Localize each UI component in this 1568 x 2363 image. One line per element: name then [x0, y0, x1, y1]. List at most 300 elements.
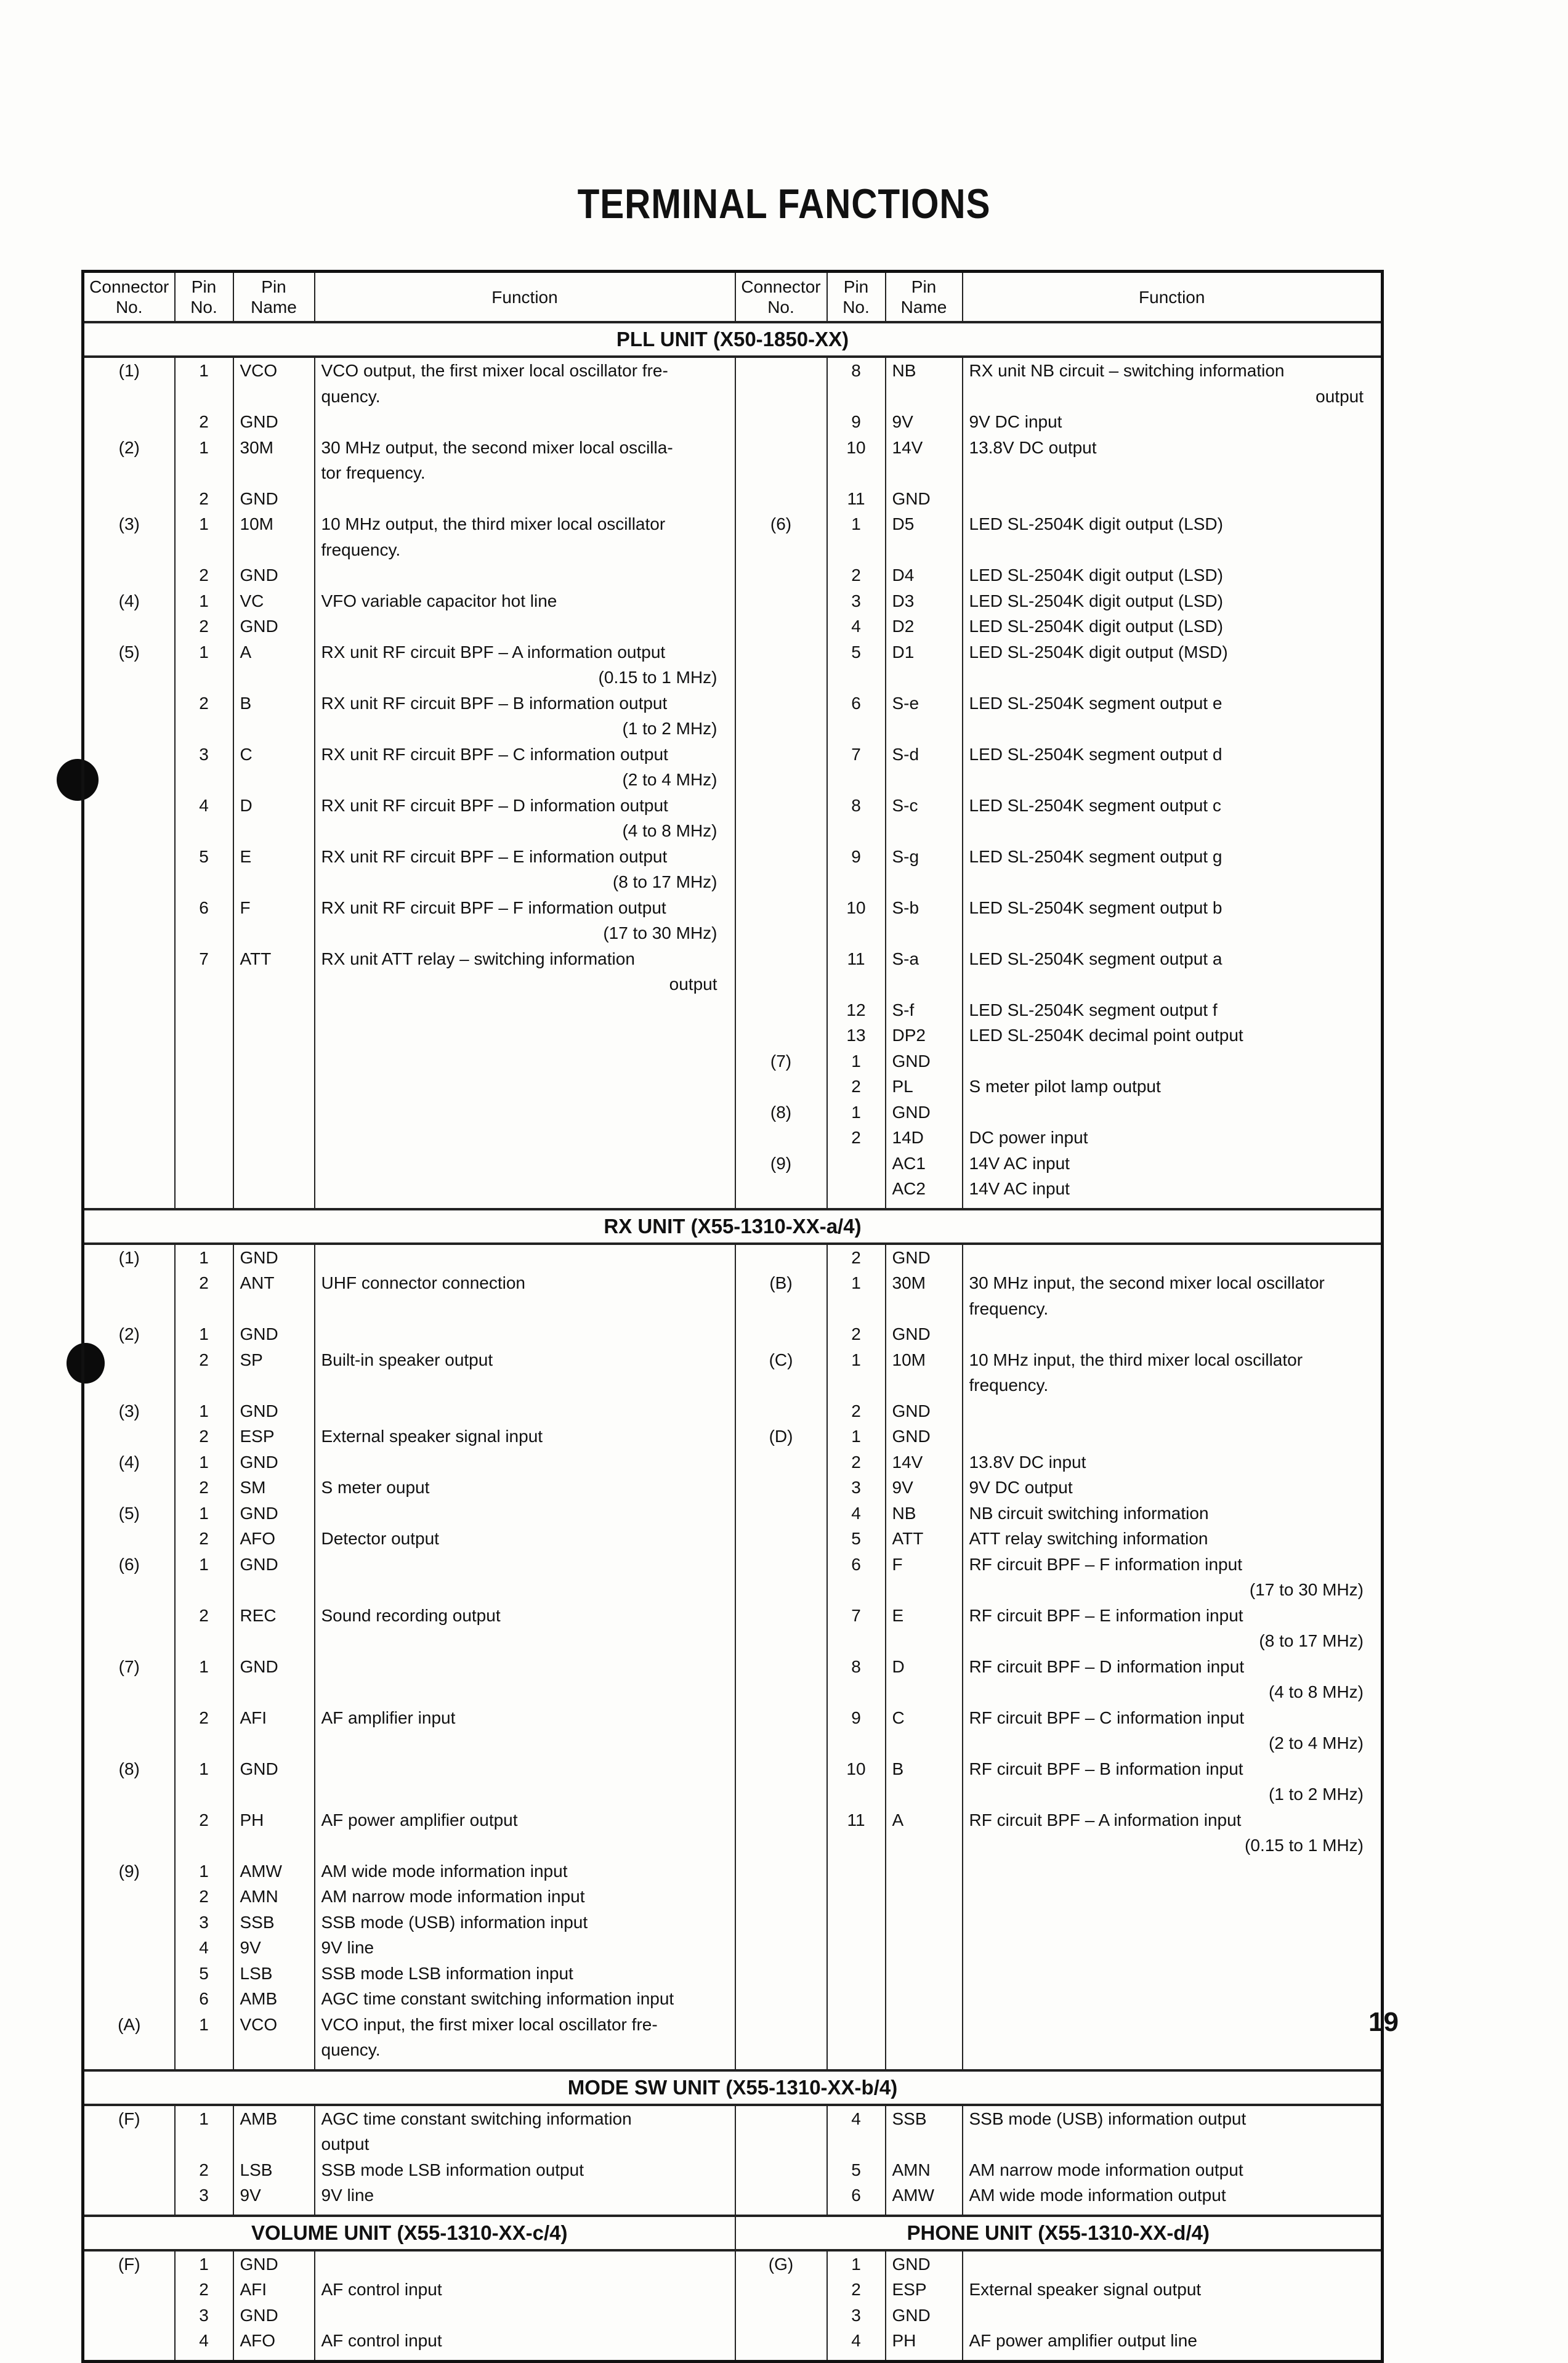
- pin-function: [315, 1501, 735, 1526]
- function-text: AGC time constant switching information: [321, 2109, 632, 2128]
- pin-name: GND: [233, 2250, 315, 2277]
- table-row: [83, 997, 1383, 1023]
- pin-no: 2: [175, 1475, 233, 1501]
- connector-no: [735, 639, 827, 691]
- pin-name: B: [886, 1756, 963, 1807]
- pin-function: [963, 1151, 1383, 1177]
- pin-name: ANT: [233, 1270, 315, 1321]
- pin-function: [963, 1603, 1383, 1654]
- table-row: [83, 946, 1383, 997]
- empty-cell: [963, 2208, 1383, 2216]
- pin-no: 10: [827, 1756, 886, 1807]
- function-text-cont: quency.: [321, 2040, 381, 2059]
- pin-function: [963, 2303, 1383, 2329]
- function-text: RX unit RF circuit BPF – B information output: [321, 693, 668, 713]
- empty-cell: [886, 1935, 963, 1961]
- empty-cell: [233, 2063, 315, 2070]
- connector-no: (9): [83, 1858, 175, 1884]
- pin-no: [827, 1176, 886, 1202]
- pin-function: [963, 1654, 1383, 1705]
- pin-function: [963, 946, 1383, 997]
- pin-name: SP: [233, 1347, 315, 1398]
- pin-no: 1: [175, 639, 233, 691]
- pin-function: [963, 844, 1383, 895]
- connector-no: [83, 1347, 175, 1398]
- connector-no: [735, 997, 827, 1023]
- empty-cell: [827, 2063, 886, 2070]
- function-text: 9V line: [321, 1938, 374, 1957]
- function-text: LED SL-2504K segment output d: [969, 744, 1222, 764]
- empty-cell: [827, 1986, 886, 2012]
- pin-name: AC1: [886, 1151, 963, 1177]
- connector-no: [735, 562, 827, 588]
- pin-name: A: [233, 639, 315, 691]
- pin-no: 3: [827, 1475, 886, 1501]
- pin-name: D3: [886, 588, 963, 614]
- table-row: [83, 1526, 1383, 1552]
- empty-cell: [735, 2354, 827, 2362]
- pin-function: [315, 946, 735, 997]
- pin-no: 2: [175, 486, 233, 512]
- table-row: [83, 1125, 1383, 1151]
- pin-function: [963, 997, 1383, 1023]
- table-row: [83, 588, 1383, 614]
- pin-name: GND: [233, 2303, 315, 2329]
- pin-function: [963, 1074, 1383, 1100]
- connector-no: (F): [83, 2105, 175, 2157]
- function-range: (17 to 30 MHz): [603, 923, 717, 942]
- pin-function: [963, 1398, 1383, 1424]
- pin-no: 4: [175, 1935, 233, 1961]
- pin-name: GND: [233, 1244, 315, 1271]
- pin-function: [963, 2105, 1383, 2157]
- empty-cell: [827, 2012, 886, 2063]
- pin-function: [963, 1501, 1383, 1526]
- function-text: RX unit RF circuit BPF – C information output: [321, 744, 668, 764]
- empty-cell: [886, 1910, 963, 1935]
- empty-cell: [827, 1910, 886, 1935]
- pin-no: 2: [175, 1526, 233, 1552]
- pin-function: [963, 639, 1383, 691]
- pin-function: [315, 614, 735, 639]
- pin-name: S-c: [886, 793, 963, 844]
- table-row: [83, 2183, 1383, 2208]
- pin-no: 1: [175, 2250, 233, 2277]
- function-text: AF control input: [321, 2331, 442, 2350]
- header-pin-no: Pin No.: [827, 272, 886, 323]
- header-connector: Connector No.: [83, 272, 175, 323]
- pin-function: [963, 1475, 1383, 1501]
- pin-name: DP2: [886, 1023, 963, 1048]
- pin-name: ESP: [886, 2277, 963, 2303]
- pin-no: 1: [175, 1398, 233, 1424]
- function-text-cont: frequency.: [969, 1376, 1049, 1395]
- connector-no: [735, 357, 827, 409]
- empty-cell: [315, 1176, 735, 1202]
- connector-no: [83, 2303, 175, 2329]
- connector-no: (4): [83, 588, 175, 614]
- pin-name: GND: [886, 1321, 963, 1347]
- pin-name: D1: [886, 639, 963, 691]
- section-title: PHONE UNIT (X55-1310-XX-d/4): [735, 2216, 1383, 2250]
- table-row: [83, 2012, 1383, 2063]
- table-row: [83, 1398, 1383, 1424]
- section-title: PLL UNIT (X50-1850-XX): [83, 322, 1383, 357]
- pin-function: [315, 1807, 735, 1858]
- pin-function: [315, 562, 735, 588]
- connector-no: [83, 1961, 175, 1987]
- pin-name: GND: [233, 562, 315, 588]
- pin-no: 6: [827, 1552, 886, 1603]
- pin-name: GND: [886, 1048, 963, 1074]
- pin-name: ESP: [233, 1424, 315, 1449]
- function-text: Sound recording output: [321, 1605, 501, 1625]
- pin-name: NB: [886, 357, 963, 409]
- pin-name: C: [886, 1705, 963, 1756]
- function-text: 30 MHz input, the second mixer local oscillator: [969, 1273, 1325, 1292]
- pin-function: [315, 1961, 735, 1987]
- empty-cell: [83, 1074, 175, 1100]
- function-text: VFO variable capacitor hot line: [321, 591, 557, 610]
- function-text: LED SL-2504K segment output a: [969, 949, 1222, 968]
- header-connector: Connector No.: [735, 272, 827, 323]
- table-row: [83, 895, 1383, 946]
- function-range: output: [669, 975, 717, 994]
- connector-no: [83, 2157, 175, 2183]
- pin-no: 3: [175, 2303, 233, 2329]
- function-text: AF power amplifier output line: [969, 2331, 1197, 2350]
- pin-name: AMW: [233, 1858, 315, 1884]
- connector-no: [735, 1807, 827, 1858]
- function-text: RF circuit BPF – D information input: [969, 1656, 1245, 1676]
- connector-no: [735, 1125, 827, 1151]
- pin-name: 14V: [886, 1449, 963, 1475]
- connector-no: [735, 409, 827, 435]
- pin-name: D4: [886, 562, 963, 588]
- pin-name: AC2: [886, 1176, 963, 1202]
- connector-no: [83, 691, 175, 742]
- connector-no: [735, 844, 827, 895]
- terminal-functions-table: [81, 270, 1384, 2363]
- pin-no: 4: [175, 793, 233, 844]
- function-text: Built-in speaker output: [321, 1350, 493, 1369]
- pin-function: [315, 1475, 735, 1501]
- pin-name: AFO: [233, 1526, 315, 1552]
- empty-cell: [315, 1202, 735, 1209]
- table-row: [83, 1347, 1383, 1398]
- function-text: SSB mode (USB) information output: [969, 2109, 1247, 2128]
- function-text-cont: quency.: [321, 386, 381, 406]
- pin-no: 4: [827, 2105, 886, 2157]
- pin-no: 2: [175, 1603, 233, 1654]
- function-text: LED SL-2504K segment output b: [969, 898, 1222, 917]
- empty-cell: [886, 1961, 963, 1987]
- pin-no: 6: [175, 1986, 233, 2012]
- pin-name: E: [886, 1603, 963, 1654]
- empty-cell: [233, 2354, 315, 2362]
- pin-no: 1: [175, 1321, 233, 1347]
- empty-cell: [886, 1884, 963, 1910]
- connector-no: [735, 2277, 827, 2303]
- connector-no: (6): [83, 1552, 175, 1603]
- pin-no: 8: [827, 1654, 886, 1705]
- function-text: LED SL-2504K digit output (LSD): [969, 591, 1223, 610]
- pin-name: GND: [233, 1552, 315, 1603]
- function-text: AF power amplifier output: [321, 1810, 518, 1830]
- connector-no: [735, 1398, 827, 1424]
- pin-no: 2: [175, 2277, 233, 2303]
- pin-no: 7: [827, 1603, 886, 1654]
- empty-cell: [315, 2063, 735, 2070]
- empty-cell: [886, 1858, 963, 1884]
- connector-no: [83, 844, 175, 895]
- function-text: 10 MHz input, the third mixer local oscillator: [969, 1350, 1303, 1369]
- pin-name: 9V: [886, 1475, 963, 1501]
- function-text: RX unit ATT relay – switching information: [321, 949, 635, 968]
- function-range: (17 to 30 MHz): [1249, 1580, 1364, 1599]
- table-row: [83, 1858, 1383, 1884]
- pin-no: 5: [175, 1961, 233, 1987]
- empty-cell: [175, 1100, 233, 1125]
- pin-function: [963, 2250, 1383, 2277]
- empty-cell: [233, 1048, 315, 1074]
- table-row: [83, 1935, 1383, 1961]
- empty-cell: [315, 1048, 735, 1074]
- function-text: LED SL-2504K segment output f: [969, 1000, 1218, 1019]
- connector-no: [83, 1424, 175, 1449]
- pin-no: 1: [827, 511, 886, 562]
- empty-cell: [735, 1910, 827, 1935]
- pin-no: 4: [827, 614, 886, 639]
- empty-cell: [83, 1023, 175, 1048]
- connector-no: [735, 2105, 827, 2157]
- connector-no: (8): [735, 1100, 827, 1125]
- spacer-row: [83, 2208, 1383, 2216]
- pin-no: 1: [175, 1756, 233, 1807]
- pin-function: [963, 409, 1383, 435]
- connector-no: [83, 895, 175, 946]
- empty-cell: [886, 2208, 963, 2216]
- pin-name: S-d: [886, 742, 963, 793]
- pin-function: [315, 588, 735, 614]
- pin-no: 9: [827, 409, 886, 435]
- pin-name: A: [886, 1807, 963, 1858]
- pin-no: 6: [827, 2183, 886, 2208]
- function-text: RX unit NB circuit – switching information: [969, 361, 1285, 380]
- function-text: AF control input: [321, 2280, 442, 2299]
- connector-no: [83, 562, 175, 588]
- function-text: S meter ouput: [321, 1478, 430, 1497]
- empty-cell: [963, 1202, 1383, 1209]
- pin-function: [963, 1552, 1383, 1603]
- connector-no: [735, 1705, 827, 1756]
- table-row: [83, 1270, 1383, 1321]
- pin-function: [315, 2303, 735, 2329]
- table-row: [83, 2105, 1383, 2157]
- empty-cell: [175, 1176, 233, 1202]
- connector-no: [83, 614, 175, 639]
- pin-function: [963, 1807, 1383, 1858]
- pin-no: 2: [175, 691, 233, 742]
- pin-function: [963, 1176, 1383, 1202]
- table-row: [83, 562, 1383, 588]
- connector-no: (C): [735, 1347, 827, 1398]
- function-text: AM wide mode information input: [321, 1861, 568, 1881]
- table-row: [83, 435, 1383, 486]
- pin-name: 30M: [886, 1270, 963, 1321]
- pin-function: [315, 742, 735, 793]
- pin-function: [963, 793, 1383, 844]
- pin-name: AMN: [233, 1884, 315, 1910]
- page-number: 19: [1368, 2007, 1399, 2037]
- pin-no: 1: [175, 588, 233, 614]
- function-text-cont: tor frequency.: [321, 463, 426, 482]
- connector-no: [735, 742, 827, 793]
- pin-name: GND: [233, 1501, 315, 1526]
- pin-no: 1: [175, 1501, 233, 1526]
- pin-no: 13: [827, 1023, 886, 1048]
- pin-function: [963, 1347, 1383, 1398]
- function-text: External speaker signal input: [321, 1427, 543, 1446]
- pin-name: REC: [233, 1603, 315, 1654]
- pin-function: [315, 1986, 735, 2012]
- pin-name: GND: [886, 1424, 963, 1449]
- pin-function: [315, 1884, 735, 1910]
- pin-no: 5: [175, 844, 233, 895]
- pin-no: 1: [175, 1858, 233, 1884]
- pin-name: S-g: [886, 844, 963, 895]
- table-row: [83, 1501, 1383, 1526]
- empty-cell: [315, 1100, 735, 1125]
- pin-no: 1: [175, 1244, 233, 1271]
- empty-cell: [175, 2063, 233, 2070]
- connector-no: [83, 1884, 175, 1910]
- connector-no: (3): [83, 511, 175, 562]
- empty-cell: [963, 1858, 1383, 1884]
- pin-name: NB: [886, 1501, 963, 1526]
- pin-no: 3: [175, 2183, 233, 2208]
- function-text: DC power input: [969, 1128, 1088, 1147]
- pin-name: D: [886, 1654, 963, 1705]
- function-text: VCO input, the first mixer local oscillator fre-: [321, 2014, 658, 2034]
- table-header-row: [83, 272, 1383, 323]
- pin-name: GND: [233, 1398, 315, 1424]
- pin-name: 14D: [886, 1125, 963, 1151]
- pin-name: GND: [886, 486, 963, 512]
- empty-cell: [175, 1023, 233, 1048]
- pin-function: [315, 1935, 735, 1961]
- pin-function: [963, 1705, 1383, 1756]
- pin-function: [315, 639, 735, 691]
- function-text: 30 MHz output, the second mixer local oscilla-: [321, 437, 673, 457]
- connector-no: [83, 1270, 175, 1321]
- section-header-row: [83, 1209, 1383, 1244]
- spacer-row: [83, 2063, 1383, 2070]
- function-text: LED SL-2504K segment output e: [969, 693, 1222, 713]
- empty-cell: [175, 1202, 233, 1209]
- empty-cell: [827, 2354, 886, 2362]
- pin-no: 4: [827, 1501, 886, 1526]
- empty-cell: [735, 2012, 827, 2063]
- pin-no: 1: [175, 2012, 233, 2063]
- pin-function: [963, 511, 1383, 562]
- pin-function: [315, 1347, 735, 1398]
- table-row: [83, 2277, 1383, 2303]
- pin-function: [315, 2105, 735, 2157]
- pin-name: S-f: [886, 997, 963, 1023]
- connector-no: [83, 1526, 175, 1552]
- pin-name: 30M: [233, 435, 315, 486]
- empty-cell: [83, 2208, 175, 2216]
- connector-no: [83, 1475, 175, 1501]
- empty-cell: [83, 2063, 175, 2070]
- function-text: 14V AC input: [969, 1179, 1070, 1198]
- pin-no: 10: [827, 895, 886, 946]
- pin-no: 2: [827, 2277, 886, 2303]
- empty-cell: [83, 1151, 175, 1177]
- pin-no: 2: [175, 409, 233, 435]
- pin-no: 3: [827, 2303, 886, 2329]
- pin-function: [963, 2157, 1383, 2183]
- empty-cell: [175, 1048, 233, 1074]
- function-text: ATT relay switching information: [969, 1529, 1208, 1548]
- connector-no: [735, 1501, 827, 1526]
- pin-no: 2: [175, 1347, 233, 1398]
- empty-cell: [175, 1151, 233, 1177]
- pin-function: [315, 793, 735, 844]
- pin-function: [963, 742, 1383, 793]
- function-text: RX unit RF circuit BPF – A information output: [321, 642, 666, 662]
- function-text: RF circuit BPF – A information input: [969, 1810, 1242, 1830]
- connector-no: (B): [735, 1270, 827, 1321]
- empty-cell: [233, 1151, 315, 1177]
- function-text: 13.8V DC output: [969, 437, 1097, 457]
- pin-no: 9: [827, 1705, 886, 1756]
- function-text: RF circuit BPF – F information input: [969, 1554, 1242, 1574]
- pin-name: S-b: [886, 895, 963, 946]
- pin-no: 2: [175, 614, 233, 639]
- function-text: 9V DC output: [969, 1478, 1073, 1497]
- empty-cell: [886, 1202, 963, 1209]
- pin-function: [315, 1398, 735, 1424]
- pin-name: 9V: [233, 1935, 315, 1961]
- pin-name: AFI: [233, 2277, 315, 2303]
- connector-no: (2): [83, 1321, 175, 1347]
- empty-cell: [963, 1884, 1383, 1910]
- pin-no: 6: [827, 691, 886, 742]
- connector-no: [83, 1705, 175, 1756]
- function-text: LED SL-2504K digit output (LSD): [969, 514, 1223, 533]
- table-row: [83, 1807, 1383, 1858]
- pin-name: PL: [886, 1074, 963, 1100]
- pin-no: 1: [175, 1654, 233, 1705]
- table-row: [83, 1424, 1383, 1449]
- pin-no: [827, 1151, 886, 1177]
- header-function: Function: [963, 272, 1383, 323]
- function-text-cont: frequency.: [969, 1299, 1049, 1318]
- section-header-row: [83, 2216, 1383, 2250]
- table-row: [83, 742, 1383, 793]
- function-text: 10 MHz output, the third mixer local oscillator: [321, 514, 666, 533]
- table-row: [83, 1449, 1383, 1475]
- connector-no: [735, 614, 827, 639]
- table-row: [83, 844, 1383, 895]
- function-range: output: [1315, 386, 1364, 406]
- empty-cell: [315, 2208, 735, 2216]
- pin-name: GND: [233, 1449, 315, 1475]
- header-pin-name: Pin Name: [233, 272, 315, 323]
- function-text: LED SL-2504K segment output c: [969, 795, 1221, 815]
